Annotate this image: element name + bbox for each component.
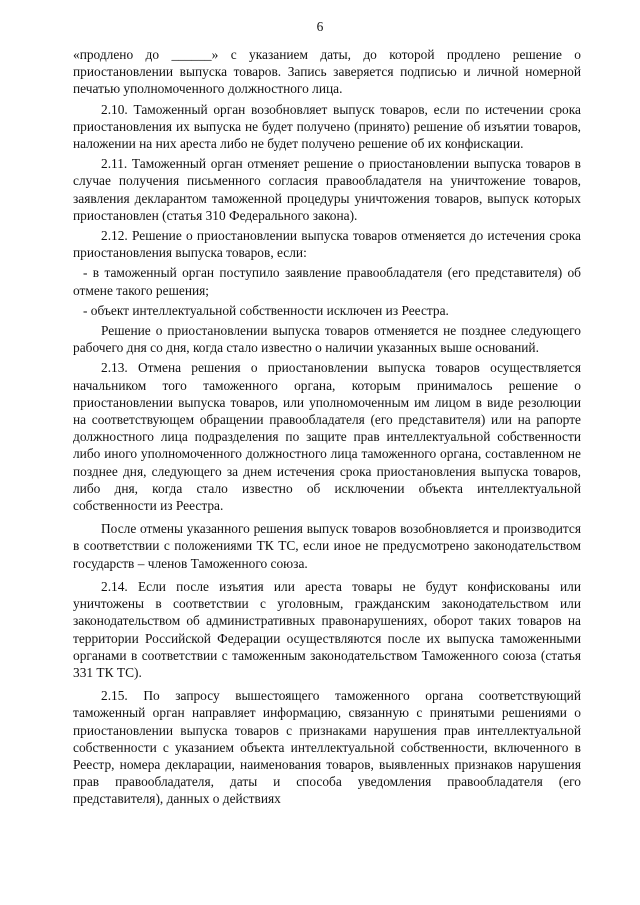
paragraph-2-10: 2.10. Таможенный орган возобновляет выпуск товаров, если по истечении срока приостановления их выпуска не будет получено (принято) решение об изъятии товаров, наложении на них ареста либо не будет получено решение об их конфискации.	[73, 101, 581, 152]
paragraph-2-14: 2.14. Если после изъятия или ареста товары не будут конфискованы или уничтожены в соответствии с уголовным, гражданским законодательством или законодательством об административных правонарушениях, оборот таких товаров на территории Российской Федерации осуществляются после их выпуска таможенными органами в соответствии с таможенным законодательством Таможенного союза (статья 331 ТК ТС).	[73, 578, 581, 680]
paragraph-continuation: «продлено до ______» с указанием даты, до которой продлено решение о приостановлении выпуска товаров. Запись заверяется подписью и личной номерной печатью уполномоченного должностного лица.	[73, 47, 581, 97]
page-number: 6	[316, 19, 324, 34]
paragraph-2-12: 2.12. Решение о приостановлении выпуска товаров отменяется до истечения срока приостановления выпуска товаров, если:	[73, 228, 581, 261]
paragraph-2-15: 2.15. По запросу вышестоящего таможенного органа соответствующий таможенный орган направляет информацию, связанную с принятыми решениями о приостановлении выпуска товаров с признаками нарушения прав интеллектуальной собственности с указанием объекта интеллектуальной собственности, включенного в Реестр, номера декларации, наименования товаров, выявленных признаков нарушения прав правообладателя, даты и способа уведомления правообладателя (его представителя), данных о действиях	[73, 688, 581, 807]
list-item-application: - в таможенный орган поступило заявление правообладателя (его представителя) об отмене такого решения;	[73, 265, 581, 298]
document-body	[73, 46, 581, 811]
paragraph-2-11: 2.11. Таможенный орган отменяет решение о приостановлении выпуска товаров в случае получения письменного согласия правообладателя на уничтожение товаров, заявления декларантом таможенной процедуры уничтожения товаров, выпуск которых приостановлен (статья 310 Федерального закона).	[73, 156, 581, 223]
list-item-registry: - объект интеллектуальной собственности исключен из Реестра.	[83, 302, 449, 318]
paragraph-after-cancellation: После отмены указанного решения выпуск товаров возобновляется и производится в соответствии с положениями ТК ТС, если иное не предусмотрено законодательством государств – членов Таможенного союза.	[73, 521, 581, 571]
paragraph-2-13: 2.13. Отмена решения о приостановлении выпуска товаров осуществляется начальником того таможенного органа, которым принималось решение о приостановлении выпуска товаров, или уполномоченным им лицом в виде резолюции на соответствующем обращении правообладателя (его представителя) или на рапорте должностного лица подразделения по защите прав интеллектуальной собственности либо иного уполномоченного должностного лица таможенного органа, составленном не позднее дня, следующего за днем истечения срока приостановления выпуска товаров, либо дня, когда стало известно об исключении объекта интеллектуальной собственности из Реестра.	[73, 360, 581, 514]
paragraph-cancellation-deadline: Решение о приостановлении выпуска товаров отменяется не позднее следующего рабочего дня со дня, когда стало известно о наличии указанных выше оснований.	[73, 323, 581, 356]
